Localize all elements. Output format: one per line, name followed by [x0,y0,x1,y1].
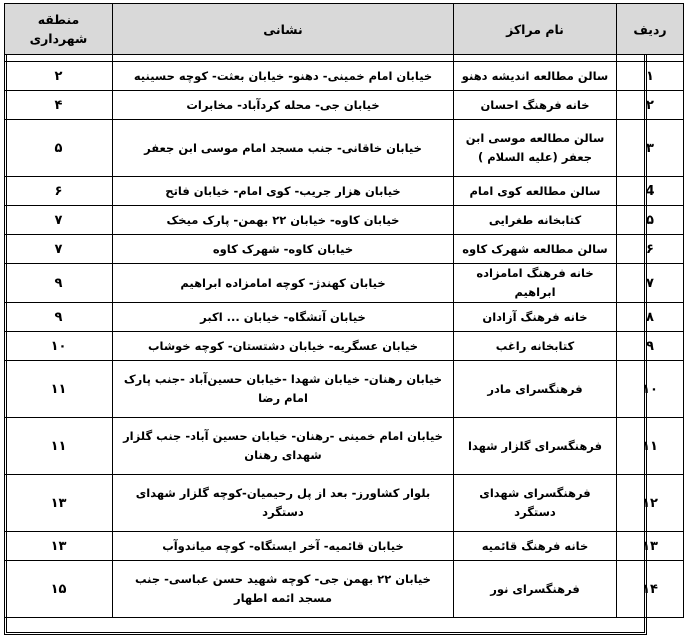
cell-center-name: سالن مطالعه کوی امام [454,177,617,206]
header-zone-line1: منطقه [37,12,80,27]
table-row [5,91,684,120]
table-row [5,264,684,303]
cell-municipal-zone: ۲ [5,62,113,91]
cell-municipal-zone: ۱۱ [5,418,113,475]
cell-row-number: ۱۰ [617,361,684,418]
cell-center-name: سالن مطالعه شهرک کاوه [454,235,617,264]
cell-center-name: فرهنگسرای گلزار شهدا [454,418,617,475]
table-body [5,55,684,618]
cell-center-name: خانه فرهنگ قائمیه [454,532,617,561]
cell-municipal-zone: ۱۵ [5,561,113,618]
cell-center-name: سالن مطالعه موسی ابن جعفر (علیه السلام ) [454,120,617,177]
cell-center-name: فرهنگسرای شهدای دستگرد [454,475,617,532]
cell-address: خیابان امام خمینی -رهنان- خیابان حسین آباد- جنب گلزار شهدای رهنان [113,418,454,475]
table-header-row [5,4,684,55]
cell-municipal-zone: ۹ [5,303,113,332]
cell-municipal-zone: ۱۳ [5,532,113,561]
header-center-name: نام مراکز [454,4,617,55]
cell-center-name: سالن مطالعه اندیشه دهنو [454,62,617,91]
cell-address: خیابان ۲۲ بهمن جی- کوچه شهید حسن عباسی- جنب مسجد ائمه اطهار [113,561,454,618]
cell-row-number: ۸ [617,303,684,332]
cultural-centers-table [4,3,684,618]
header-address: نشانی [113,4,454,55]
cell-municipal-zone: ۴ [5,91,113,120]
header-zone-line2: شهرداری [29,31,88,46]
cell-row-number: ۱ [617,62,684,91]
cell-address: خیابان خاقانی- جنب مسجد امام موسی ابن جعفر [113,120,454,177]
cell-municipal-zone: ۹ [5,264,113,303]
table-row [5,532,684,561]
table-row [5,62,684,91]
cell-municipal-zone: ۱۰ [5,332,113,361]
cell-municipal-zone: ۶ [5,177,113,206]
cell-row-number: ۵ [617,206,684,235]
cell-municipal-zone: ۷ [5,235,113,264]
cell-center-name: فرهنگسرای مادر [454,361,617,418]
cell-center-name: کتابخانه راغب [454,332,617,361]
table-row [5,235,684,264]
header-spacer [5,55,684,62]
table-row [5,418,684,475]
cell-row-number: 4 [617,177,684,206]
table-row [5,206,684,235]
table-row [5,177,684,206]
cell-address: خیابان کاوه- شهرک کاوه [113,235,454,264]
cell-address: خیابان کاوه- خیابان ۲۲ بهمن- پارک میخک [113,206,454,235]
table-row [5,332,684,361]
cell-address: خیابان رهنان- خیابان شهدا -خیابان حسین‌آباد -جنب پارک امام رضا [113,361,454,418]
cell-address: خیابان امام خمینی- دهنو- خیابان بعثت- کوچه حسینیه [113,62,454,91]
cell-address: بلوار کشاورز- بعد از پل رحیمیان-کوچه گلزار شهدای دستگرد [113,475,454,532]
cell-row-number: ۱۴ [617,561,684,618]
cell-address: خیابان قائمیه- آخر ایستگاه- کوچه میاندوآب [113,532,454,561]
cell-address: خیابان هزار جریب- کوی امام- خیابان فاتح [113,177,454,206]
table-row [5,561,684,618]
cell-row-number: ۳ [617,120,684,177]
cell-municipal-zone: ۵ [5,120,113,177]
cell-center-name: کتابخانه طغرایی [454,206,617,235]
cell-address: خیابان کهندژ- کوچه امامزاده ابراهیم [113,264,454,303]
table-row [5,303,684,332]
cell-row-number: ۲ [617,91,684,120]
table-row [5,475,684,532]
cell-row-number: ۱۱ [617,418,684,475]
header-municipal-zone [5,4,113,55]
cell-center-name: خانه فرهنگ امامزاده ابراهیم [454,264,617,303]
cell-row-number: ۱۲ [617,475,684,532]
header-row-number: ردیف [617,4,684,55]
cell-center-name: خانه فرهنگ احسان [454,91,617,120]
cell-center-name: خانه فرهنگ آزادان [454,303,617,332]
cell-center-name: فرهنگسرای نور [454,561,617,618]
cell-row-number: ۷ [617,264,684,303]
cell-address: خیابان جی- محله کردآباد- مخابرات [113,91,454,120]
cell-municipal-zone: ۱۱ [5,361,113,418]
cell-address: خیابان آتشگاه- خیابان ... اکبر [113,303,454,332]
cell-row-number: ۹ [617,332,684,361]
cell-municipal-zone: ۷ [5,206,113,235]
table-row [5,361,684,418]
cell-row-number: ۱۳ [617,532,684,561]
cell-row-number: ۶ [617,235,684,264]
cell-address: خیابان عسگریه- خیابان دشتستان- کوچه خوشاب [113,332,454,361]
table-row [5,120,684,177]
cell-municipal-zone: ۱۳ [5,475,113,532]
